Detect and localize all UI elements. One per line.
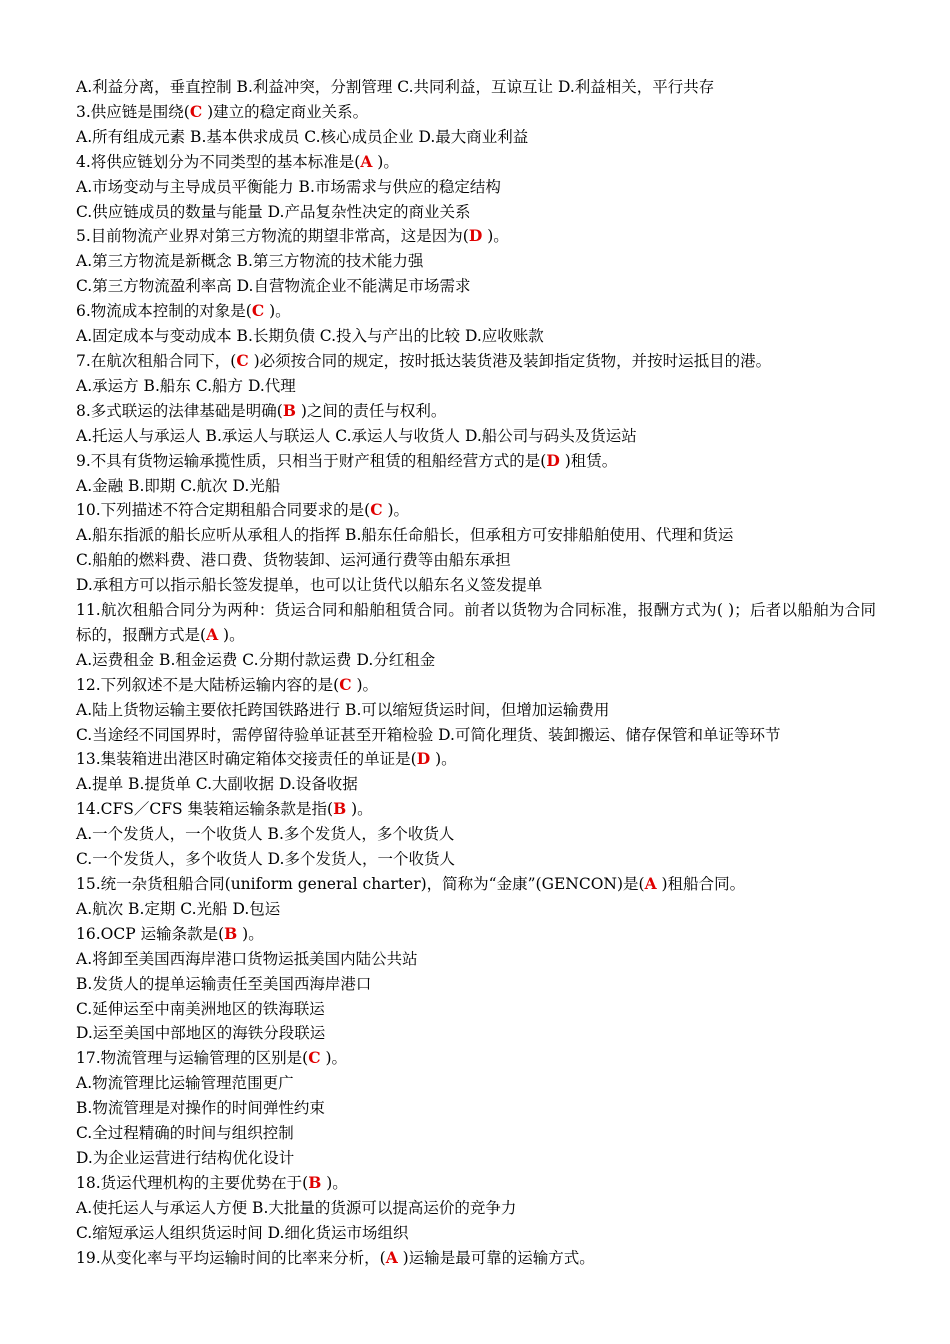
answer-options-line: A.提单 B.提货单 C.大副收据 D.设备收据 — [76, 775, 358, 794]
question-text-pre: 19.从变化率与平均运输时间的比率来分析，( — [76, 1248, 386, 1267]
answer-options-line: C.缩短承运人组织货运时间 D.细化货运市场组织 — [76, 1223, 409, 1242]
question-text-pre: 4.将供应链划分为不同类型的基本标准是( — [76, 152, 361, 171]
question-text-pre: 11.航次租船合同分为两种：货运合同和船舶租赁合同。前者以货物为合同标准，报酬方式为( )；后者以船舶为合同标的，报酬方式是( — [76, 601, 876, 644]
question-line — [76, 1046, 876, 1071]
answer-options-line: D.为企业运营进行结构优化设计 — [76, 1148, 295, 1167]
answer-options-line: C.第三方物流盈利率高 D.自营物流企业不能满足市场需求 — [76, 277, 471, 296]
answer-options-line: A.第三方物流是新概念 B.第三方物流的技术能力强 — [76, 252, 424, 271]
question-text-post: )。 — [237, 924, 264, 943]
answer-options-line: A.承运方 B.船东 C.船方 D.代理 — [76, 376, 296, 395]
answer-letter: A — [644, 874, 657, 893]
question-text-post: )建立的稳定商业关系。 — [202, 102, 369, 121]
question-line — [76, 100, 876, 125]
answer-letter: C — [236, 350, 249, 370]
question-text-post: )。 — [321, 1173, 348, 1192]
question-text-post: )必须按合同的规定，按时抵达装货港及装卸指定货物，并按时运抵目的港。 — [248, 351, 772, 370]
answer-options-line: A.将卸至美国西海岸港口货物运抵美国内陆公共站 — [76, 949, 418, 968]
question-text-post: )。 — [218, 625, 245, 644]
question-text-pre: 5.目前物流产业界对第三方物流的期望非常高，这是因为( — [76, 227, 469, 246]
question-text-post: )。 — [351, 675, 379, 694]
question-text-pre: 13.集装箱进出港区时确定箱体交接责任的单证是( — [76, 750, 417, 769]
answer-options-line: C.一个发货人，多个收货人 D.多个发货人，一个收货人 — [76, 850, 455, 869]
question-line — [76, 1246, 876, 1271]
answer-options-line: D.运至美国中部地区的海铁分段联运 — [76, 1024, 326, 1043]
answer-options-line: A.所有组成元素 B.基本供求成员 C.核心成员企业 D.最大商业利益 — [76, 127, 529, 146]
answer-letter: C — [251, 301, 265, 321]
answer-options-line: A.利益分离，垂直控制 B.利益冲突，分割管理 C.共同利益，互谅互让 D.利益相关，平行共存 — [76, 78, 715, 96]
question-text-post: )。 — [320, 1049, 348, 1068]
answer-options-line: A.金融 B.即期 C.航次 D.光船 — [76, 476, 281, 495]
answer-letter: C — [308, 1048, 321, 1068]
answer-letter: D — [468, 226, 483, 246]
question-line — [76, 673, 876, 698]
answer-options-line: B.发货人的提单运输责任至美国西海岸港口 — [76, 974, 372, 993]
document-page — [76, 75, 876, 1271]
question-line — [76, 598, 876, 648]
question-text-pre: 12.下列叙述不是大陆桥运输内容的是( — [76, 675, 340, 694]
question-text-post: )。 — [372, 152, 399, 171]
question-text-pre: 9.不具有货物运输承揽性质，只相当于财产租赁的租船经营方式的是( — [76, 451, 547, 470]
question-text-pre: 14.CFS／CFS 集装箱运输条款是指( — [76, 800, 334, 819]
question-line — [76, 797, 876, 822]
question-text-post: )之间的责任与权利。 — [295, 401, 447, 420]
answer-letter: D — [416, 749, 431, 769]
question-line — [76, 872, 876, 897]
question-text-post: )。 — [382, 501, 410, 520]
question-line — [76, 449, 876, 474]
question-text-post: )租船合同。 — [656, 875, 746, 893]
answer-options-line: C.延伸运至中南美洲地区的铁海联运 — [76, 999, 325, 1018]
question-text-pre: 15.统一杂货租船合同(uniform general charter)，简称为“金康”(GENCON)是( — [76, 875, 645, 893]
answer-letter: D — [546, 450, 560, 470]
question-text-post: )运输是最可靠的运输方式。 — [397, 1248, 595, 1267]
answer-options-line: A.一个发货人，一个收货人 B.多个发货人，多个收货人 — [76, 825, 455, 844]
answer-options-line: C.供应链成员的数量与能量 D.产品复杂性决定的商业关系 — [76, 202, 471, 221]
answer-letter: C — [370, 500, 383, 520]
question-text-pre: 10.下列描述不符合定期租船合同要求的是( — [76, 501, 371, 520]
answer-options-line: A.陆上货物运输主要依托跨国铁路进行 B.可以缩短货运时间，但增加运输费用 — [76, 700, 610, 719]
answer-letter: B — [333, 799, 347, 819]
question-text-post: )。 — [482, 227, 509, 246]
question-text-pre: 8.多式联运的法律基础是明确( — [76, 401, 283, 420]
question-line — [76, 224, 876, 249]
question-text-pre: 7.在航次租船合同下，( — [76, 351, 237, 370]
question-text-post: )。 — [346, 800, 373, 819]
answer-letter: B — [282, 400, 296, 420]
answer-letter: A — [360, 151, 373, 171]
question-line — [76, 747, 876, 772]
question-line — [76, 349, 876, 374]
answer-letter: B — [308, 1172, 322, 1192]
answer-options-line: C.全过程精确的时间与组织控制 — [76, 1124, 294, 1143]
question-line — [76, 150, 876, 175]
answer-options-line: A.运费租金 B.租金运费 C.分期付款运费 D.分红租金 — [76, 650, 436, 669]
question-text-post: )。 — [430, 750, 457, 769]
answer-letter: C — [339, 674, 352, 694]
answer-options-line: D.承租方可以指示船长签发提单，也可以让货代以船东名义签发提单 — [76, 576, 543, 595]
question-line — [76, 922, 876, 947]
answer-letter: A — [385, 1247, 398, 1267]
question-text-pre: 17.物流管理与运输管理的区别是( — [76, 1049, 309, 1068]
answer-options-line: A.物流管理比运输管理范围更广 — [76, 1074, 294, 1093]
question-line — [76, 1171, 876, 1196]
question-text-post: )。 — [264, 302, 291, 321]
answer-options-line: B.物流管理是对操作的时间弹性约束 — [76, 1099, 325, 1118]
question-line — [76, 299, 876, 324]
question-text-pre: 3.供应链是围绕( — [76, 102, 190, 121]
answer-options-line: A.使托运人与承运人方便 B.大批量的货源可以提高运价的竞争力 — [76, 1198, 517, 1217]
answer-options-line: C.当途经不同国界时，需停留待验单证甚至开箱检验 D.可简化理货、装卸搬运、储存保管和单证等环节 — [76, 725, 781, 744]
question-text-post: )租赁。 — [559, 451, 618, 470]
question-text-pre: 18.货运代理机构的主要优势在于( — [76, 1173, 309, 1192]
answer-options-line: C.船舶的燃料费、港口费、货物装卸、运河通行费等由船东承担 — [76, 551, 511, 570]
answer-letter: C — [189, 101, 203, 121]
question-line — [76, 399, 876, 424]
answer-letter: B — [224, 923, 238, 943]
answer-options-line: A.船东指派的船长应听从承租人的指挥 B.船东任命船长，但承租方可安排船舶使用、代理和货运 — [76, 526, 734, 545]
answer-options-line: A.航次 B.定期 C.光船 D.包运 — [76, 899, 281, 918]
answer-options-line: A.固定成本与变动成本 B.长期负债 C.投入与产出的比较 D.应收账款 — [76, 327, 544, 346]
question-text-pre: 16.OCP 运输条款是( — [76, 924, 225, 943]
question-text-pre: 6.物流成本控制的对象是( — [76, 302, 252, 321]
answer-options-line: A.托运人与承运人 B.承运人与联运人 C.承运人与收货人 D.船公司与码头及货运站 — [76, 426, 637, 445]
answer-letter: A — [206, 624, 219, 644]
answer-options-line: A.市场变动与主导成员平衡能力 B.市场需求与供应的稳定结构 — [76, 177, 501, 196]
question-line — [76, 498, 876, 523]
